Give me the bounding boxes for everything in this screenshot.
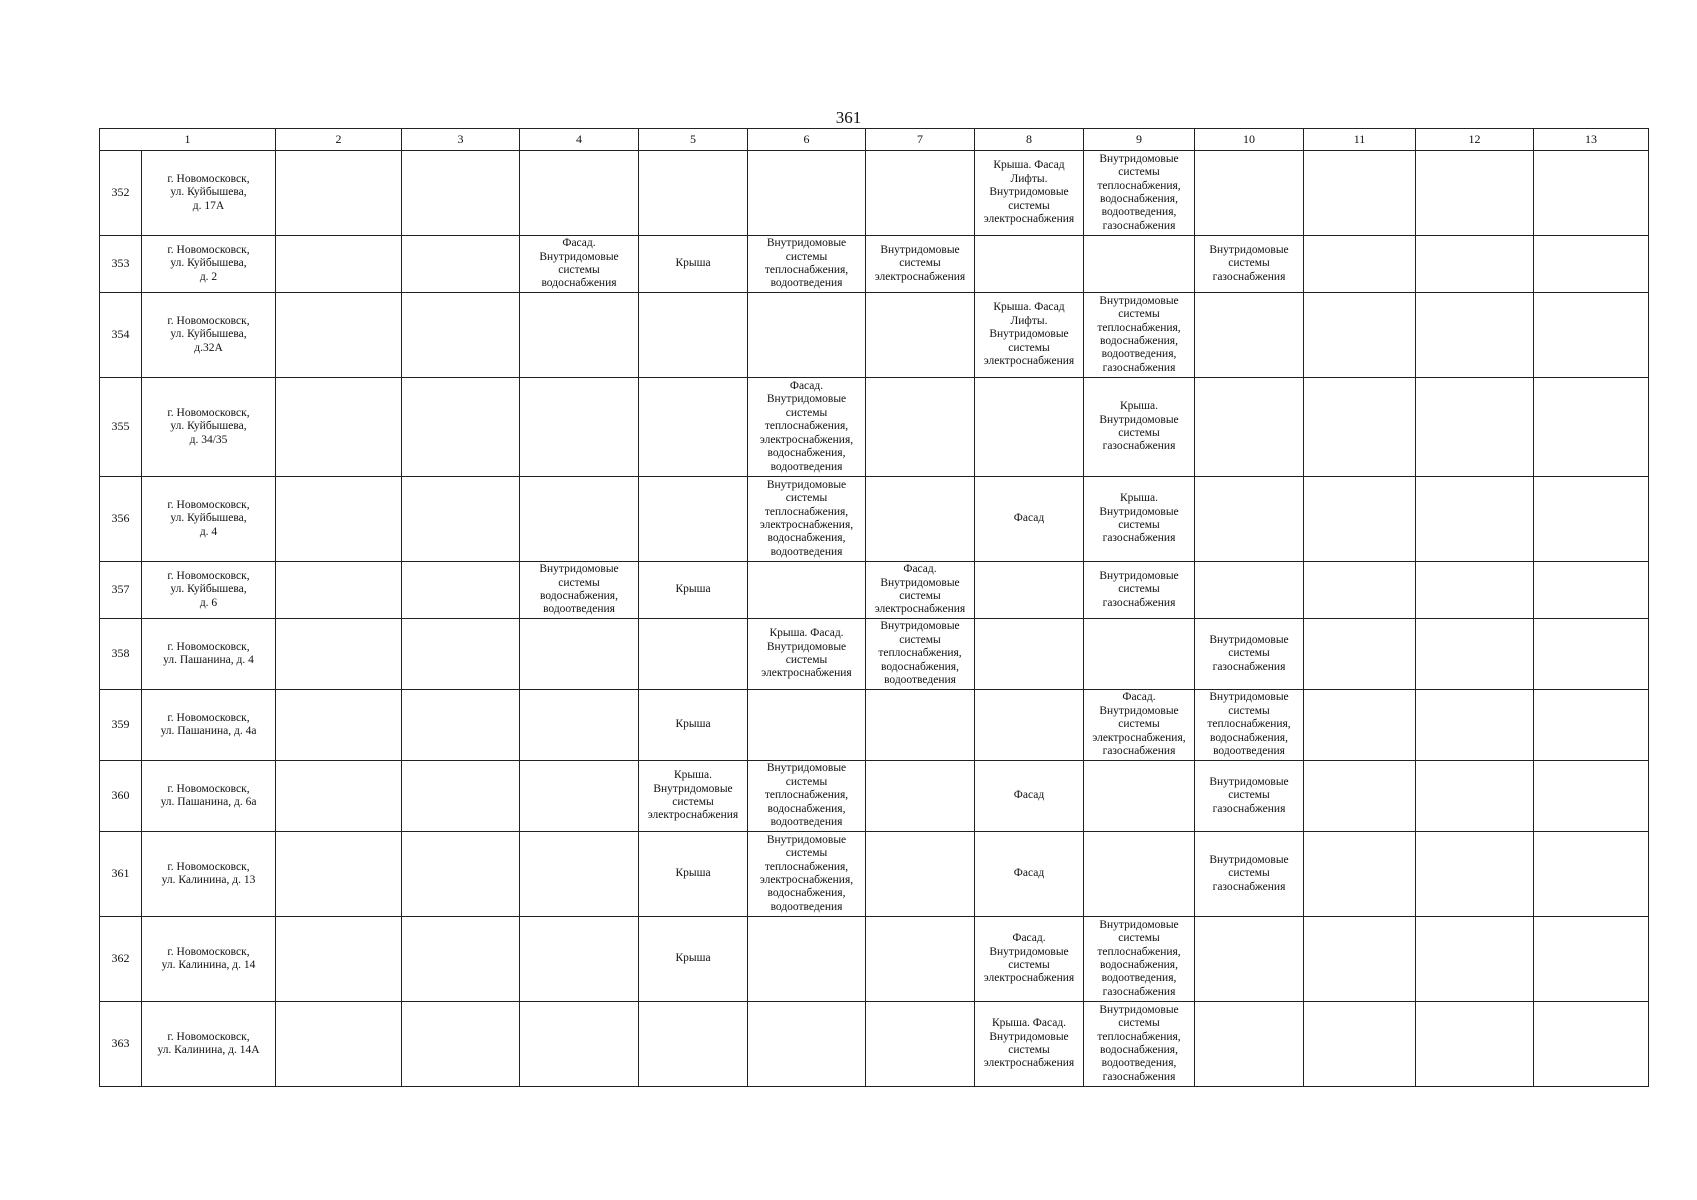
work-cell-col-9 <box>1084 690 1195 761</box>
work-text: Внутридомовые системы водоснабжения, водоотведения <box>539 563 619 616</box>
work-text: Внутридомовые системы электроснабжения <box>874 243 966 283</box>
work-text: Внутридомовые системы теплоснабжения, водоотведения <box>764 237 849 290</box>
work-text: Фасад. Внутридомовые системы электроснабжения, газоснабжения <box>1092 691 1186 758</box>
column-number: 1 <box>100 129 276 151</box>
work-cell-col-9 <box>1084 477 1195 562</box>
work-cell-col-9 <box>1084 378 1195 477</box>
work-text: Внутридомовые системы теплоснабжения, водоснабжения, водоотведения <box>878 620 962 687</box>
work-cell-col-6 <box>748 293 866 378</box>
row-number: 359 <box>100 690 142 761</box>
work-cell-col-11 <box>1304 293 1416 378</box>
address-text: г. Новомосковск, ул. Куйбышева, д. 2 <box>167 243 250 283</box>
work-cell-col-12 <box>1416 477 1534 562</box>
work-cell-col-5 <box>639 619 748 690</box>
row-number: 355 <box>100 378 142 477</box>
work-cell-col-11 <box>1304 832 1416 917</box>
work-cell-col-6 <box>748 619 866 690</box>
work-text: Внутридомовые системы газоснабжения <box>1209 243 1289 283</box>
work-cell-col-8 <box>975 832 1084 917</box>
work-text: Внутридомовые системы теплоснабжения, водоснабжения, водоотведения, газоснабжения <box>1097 918 1181 998</box>
address-cell <box>142 619 276 690</box>
row-number: 356 <box>100 477 142 562</box>
work-cell-col-8 <box>975 1002 1084 1087</box>
work-cell-col-13 <box>1534 151 1649 236</box>
work-cell-col-4 <box>520 917 639 1002</box>
work-cell-col-6 <box>748 378 866 477</box>
work-cell-col-6 <box>748 151 866 236</box>
work-cell-col-7 <box>866 151 975 236</box>
work-text: Фасад <box>1013 512 1045 525</box>
work-cell-col-6 <box>748 477 866 562</box>
work-text: Внутридомовые системы газоснабжения <box>1099 569 1179 609</box>
work-cell-col-10 <box>1195 619 1304 690</box>
work-cell-col-10 <box>1195 477 1304 562</box>
work-cell-col-2 <box>276 832 402 917</box>
work-cell-col-6 <box>748 832 866 917</box>
work-cell-col-11 <box>1304 690 1416 761</box>
work-cell-col-2 <box>276 151 402 236</box>
work-text: Фасад <box>1013 789 1045 802</box>
work-cell-col-11 <box>1304 1002 1416 1087</box>
work-text: Внутридомовые системы газоснабжения <box>1209 775 1289 815</box>
work-cell-col-11 <box>1304 917 1416 1002</box>
work-cell-col-2 <box>276 293 402 378</box>
work-text: Фасад <box>1013 867 1045 880</box>
work-cell-col-12 <box>1416 378 1534 477</box>
work-cell-col-10 <box>1195 1002 1304 1087</box>
work-cell-col-5 <box>639 236 748 293</box>
work-cell-col-5 <box>639 832 748 917</box>
work-cell-col-11 <box>1304 477 1416 562</box>
page-number: 361 <box>835 108 862 127</box>
work-cell-col-3 <box>402 1002 520 1087</box>
work-text: Внутридомовые системы теплоснабжения, водоснабжения, водоотведения, газоснабжения <box>1097 1003 1181 1083</box>
work-cell-col-8 <box>975 378 1084 477</box>
table-row <box>100 832 1649 917</box>
work-cell-col-12 <box>1416 761 1534 832</box>
work-cell-col-8 <box>975 917 1084 1002</box>
work-cell-col-9 <box>1084 832 1195 917</box>
table-header <box>100 129 1649 151</box>
address-cell <box>142 293 276 378</box>
work-cell-col-3 <box>402 832 520 917</box>
work-text: Внутридомовые системы теплоснабжения, водоснабжения, водоотведения, газоснабжения <box>1097 152 1181 232</box>
work-cell-col-4 <box>520 832 639 917</box>
work-cell-col-13 <box>1534 562 1649 619</box>
work-text: Фасад. Внутридомовые системы теплоснабжения, электроснабжения, водоснабжения, водоотведения <box>759 380 854 473</box>
row-number: 361 <box>100 832 142 917</box>
work-cell-col-12 <box>1416 1002 1534 1087</box>
table-row <box>100 1002 1649 1087</box>
work-cell-col-8 <box>975 293 1084 378</box>
work-cell-col-13 <box>1534 832 1649 917</box>
work-cell-col-13 <box>1534 917 1649 1002</box>
work-cell-col-13 <box>1534 236 1649 293</box>
column-number: 7 <box>866 129 975 151</box>
work-cell-col-3 <box>402 151 520 236</box>
work-cell-col-10 <box>1195 236 1304 293</box>
work-cell-col-7 <box>866 1002 975 1087</box>
address-cell <box>142 917 276 1002</box>
row-number: 360 <box>100 761 142 832</box>
table-row <box>100 378 1649 477</box>
work-cell-col-6 <box>748 562 866 619</box>
column-number: 8 <box>975 129 1084 151</box>
column-number-row <box>100 129 1649 151</box>
work-cell-col-3 <box>402 378 520 477</box>
column-number: 3 <box>402 129 520 151</box>
work-cell-col-6 <box>748 690 866 761</box>
address-cell <box>142 378 276 477</box>
work-cell-col-10 <box>1195 917 1304 1002</box>
work-cell-col-2 <box>276 619 402 690</box>
column-number: 2 <box>276 129 402 151</box>
work-cell-col-6 <box>748 917 866 1002</box>
work-cell-col-12 <box>1416 832 1534 917</box>
work-cell-col-12 <box>1416 236 1534 293</box>
work-cell-col-12 <box>1416 562 1534 619</box>
work-cell-col-5 <box>639 761 748 832</box>
work-text: Фасад. Внутридомовые системы водоснабжения <box>539 237 619 290</box>
work-cell-col-12 <box>1416 690 1534 761</box>
work-cell-col-7 <box>866 378 975 477</box>
work-cell-col-4 <box>520 562 639 619</box>
work-cell-col-12 <box>1416 917 1534 1002</box>
row-number: 363 <box>100 1002 142 1087</box>
work-cell-col-10 <box>1195 378 1304 477</box>
work-cell-col-2 <box>276 562 402 619</box>
address-cell <box>142 477 276 562</box>
column-number: 9 <box>1084 129 1195 151</box>
table-row <box>100 151 1649 236</box>
work-cell-col-5 <box>639 917 748 1002</box>
work-cell-col-5 <box>639 151 748 236</box>
work-cell-col-6 <box>748 236 866 293</box>
work-cell-col-13 <box>1534 619 1649 690</box>
work-cell-col-11 <box>1304 619 1416 690</box>
row-number: 357 <box>100 562 142 619</box>
work-text: Внутридомовые системы теплоснабжения, электроснабжения, водоснабжения, водоотведения <box>759 478 854 558</box>
work-cell-col-4 <box>520 151 639 236</box>
work-cell-col-9 <box>1084 151 1195 236</box>
row-number: 352 <box>100 151 142 236</box>
work-text: Крыша <box>675 583 711 596</box>
work-cell-col-4 <box>520 236 639 293</box>
work-cell-col-11 <box>1304 562 1416 619</box>
work-cell-col-12 <box>1416 293 1534 378</box>
row-number: 354 <box>100 293 142 378</box>
work-cell-col-7 <box>866 917 975 1002</box>
work-cell-col-3 <box>402 562 520 619</box>
work-cell-col-3 <box>402 690 520 761</box>
work-cell-col-2 <box>276 917 402 1002</box>
work-cell-col-5 <box>639 293 748 378</box>
table-body <box>100 151 1649 1087</box>
work-cell-col-5 <box>639 562 748 619</box>
work-cell-col-5 <box>639 1002 748 1087</box>
work-cell-col-3 <box>402 619 520 690</box>
work-cell-col-6 <box>748 761 866 832</box>
work-text: Фасад. Внутридомовые системы электроснабжения <box>983 932 1075 985</box>
work-cell-col-4 <box>520 1002 639 1087</box>
work-cell-col-13 <box>1534 690 1649 761</box>
work-cell-col-10 <box>1195 832 1304 917</box>
work-cell-col-7 <box>866 562 975 619</box>
work-cell-col-5 <box>639 690 748 761</box>
work-cell-col-10 <box>1195 690 1304 761</box>
work-cell-col-12 <box>1416 619 1534 690</box>
work-text: Крыша. Фасад. Внутридомовые системы электроснабжения <box>761 627 852 680</box>
work-cell-col-9 <box>1084 619 1195 690</box>
work-cell-col-9 <box>1084 761 1195 832</box>
work-cell-col-4 <box>520 761 639 832</box>
work-cell-col-7 <box>866 477 975 562</box>
address-text: г. Новомосковск, ул. Калинина, д. 13 <box>161 860 256 886</box>
work-cell-col-8 <box>975 619 1084 690</box>
work-cell-col-2 <box>276 236 402 293</box>
work-cell-col-2 <box>276 761 402 832</box>
work-cell-col-4 <box>520 293 639 378</box>
work-text: Внутридомовые системы теплоснабжения, водоснабжения, водоотведения <box>1207 691 1291 758</box>
address-cell <box>142 1002 276 1087</box>
address-text: г. Новомосковск, ул. Куйбышева, д. 34/35 <box>167 406 250 446</box>
work-cell-col-2 <box>276 690 402 761</box>
row-number: 353 <box>100 236 142 293</box>
row-number: 362 <box>100 917 142 1002</box>
work-cell-col-13 <box>1534 378 1649 477</box>
table-row <box>100 917 1649 1002</box>
work-cell-col-7 <box>866 236 975 293</box>
table-row <box>100 293 1649 378</box>
work-cell-col-13 <box>1534 477 1649 562</box>
work-text: Крыша. Внутридомовые системы электроснабжения <box>647 769 739 822</box>
work-cell-col-8 <box>975 761 1084 832</box>
column-number: 12 <box>1416 129 1534 151</box>
address-text: г. Новомосковск, ул. Пашанина, д. 6а <box>160 782 257 808</box>
work-text: Крыша. Внутридомовые системы газоснабжения <box>1099 492 1179 545</box>
address-text: г. Новомосковск, ул. Пашанина, д. 4а <box>160 711 257 737</box>
work-cell-col-10 <box>1195 562 1304 619</box>
work-cell-col-9 <box>1084 917 1195 1002</box>
work-cell-col-4 <box>520 477 639 562</box>
column-number: 10 <box>1195 129 1304 151</box>
work-cell-col-9 <box>1084 293 1195 378</box>
work-text: Крыша <box>675 867 711 880</box>
work-cell-col-8 <box>975 151 1084 236</box>
work-text: Крыша. Фасад Лифты. Внутридомовые системы электроснабжения <box>983 301 1075 368</box>
work-cell-col-11 <box>1304 151 1416 236</box>
address-text: г. Новомосковск, ул. Куйбышева, д.32А <box>167 314 250 354</box>
work-cell-col-3 <box>402 236 520 293</box>
work-text: Внутридомовые системы теплоснабжения, водоснабжения, водоотведения, газоснабжения <box>1097 294 1181 374</box>
work-text: Крыша <box>675 952 711 965</box>
work-cell-col-7 <box>866 690 975 761</box>
work-cell-col-11 <box>1304 378 1416 477</box>
work-text: Внутридомовые системы теплоснабжения, электроснабжения, водоснабжения, водоотведения <box>759 833 854 913</box>
work-cell-col-10 <box>1195 761 1304 832</box>
column-number: 11 <box>1304 129 1416 151</box>
work-text: Крыша <box>675 718 711 731</box>
column-number: 5 <box>639 129 748 151</box>
column-number: 6 <box>748 129 866 151</box>
work-text: Фасад. Внутридомовые системы электроснабжения <box>874 563 966 616</box>
work-text: Внутридомовые системы газоснабжения <box>1209 633 1289 673</box>
address-cell <box>142 562 276 619</box>
work-text: Крыша. Фасад Лифты. Внутридомовые системы электроснабжения <box>983 159 1075 226</box>
work-cell-col-9 <box>1084 236 1195 293</box>
work-cell-col-13 <box>1534 293 1649 378</box>
work-cell-col-7 <box>866 832 975 917</box>
column-number: 4 <box>520 129 639 151</box>
work-cell-col-12 <box>1416 151 1534 236</box>
work-text: Крыша. Внутридомовые системы газоснабжения <box>1099 400 1179 453</box>
address-cell <box>142 151 276 236</box>
work-cell-col-2 <box>276 477 402 562</box>
work-cell-col-8 <box>975 477 1084 562</box>
work-text: Внутридомовые системы теплоснабжения, водоснабжения, водоотведения <box>764 762 849 829</box>
work-cell-col-11 <box>1304 236 1416 293</box>
work-cell-col-6 <box>748 1002 866 1087</box>
work-cell-col-10 <box>1195 151 1304 236</box>
work-cell-col-4 <box>520 690 639 761</box>
address-text: г. Новомосковск, ул. Куйбышева, д. 17А <box>167 172 250 212</box>
table-row <box>100 236 1649 293</box>
work-cell-col-8 <box>975 236 1084 293</box>
address-text: г. Новомосковск, ул. Калинина, д. 14 <box>161 945 256 971</box>
table-row <box>100 619 1649 690</box>
work-cell-col-7 <box>866 293 975 378</box>
work-cell-col-5 <box>639 477 748 562</box>
row-number: 358 <box>100 619 142 690</box>
work-cell-col-7 <box>866 761 975 832</box>
work-cell-col-2 <box>276 1002 402 1087</box>
address-text: г. Новомосковск, ул. Куйбышева, д. 4 <box>167 498 250 538</box>
work-cell-col-3 <box>402 917 520 1002</box>
work-cell-col-11 <box>1304 761 1416 832</box>
work-cell-col-3 <box>402 761 520 832</box>
work-text: Крыша <box>675 257 711 270</box>
work-cell-col-5 <box>639 378 748 477</box>
work-text: Крыша. Фасад. Внутридомовые системы электроснабжения <box>983 1017 1075 1070</box>
work-cell-col-9 <box>1084 562 1195 619</box>
address-cell <box>142 236 276 293</box>
table-row <box>100 761 1649 832</box>
work-cell-col-3 <box>402 477 520 562</box>
address-text: г. Новомосковск, ул. Куйбышева, д. 6 <box>167 569 250 609</box>
work-cell-col-8 <box>975 690 1084 761</box>
address-text: г. Новомосковск, ул. Пашанина, д. 4 <box>163 640 254 666</box>
table-row <box>100 562 1649 619</box>
work-cell-col-2 <box>276 378 402 477</box>
repair-schedule-table <box>99 128 1649 1087</box>
address-cell <box>142 832 276 917</box>
column-number: 13 <box>1534 129 1649 151</box>
work-cell-col-4 <box>520 619 639 690</box>
work-cell-col-10 <box>1195 293 1304 378</box>
work-cell-col-4 <box>520 378 639 477</box>
work-cell-col-13 <box>1534 761 1649 832</box>
work-cell-col-8 <box>975 562 1084 619</box>
address-text: г. Новомосковск, ул. Калинина, д. 14А <box>157 1030 260 1056</box>
work-cell-col-9 <box>1084 1002 1195 1087</box>
work-cell-col-3 <box>402 293 520 378</box>
work-cell-col-7 <box>866 619 975 690</box>
work-cell-col-13 <box>1534 1002 1649 1087</box>
work-text: Внутридомовые системы газоснабжения <box>1209 853 1289 893</box>
address-cell <box>142 761 276 832</box>
table-row <box>100 690 1649 761</box>
address-cell <box>142 690 276 761</box>
table-row <box>100 477 1649 562</box>
